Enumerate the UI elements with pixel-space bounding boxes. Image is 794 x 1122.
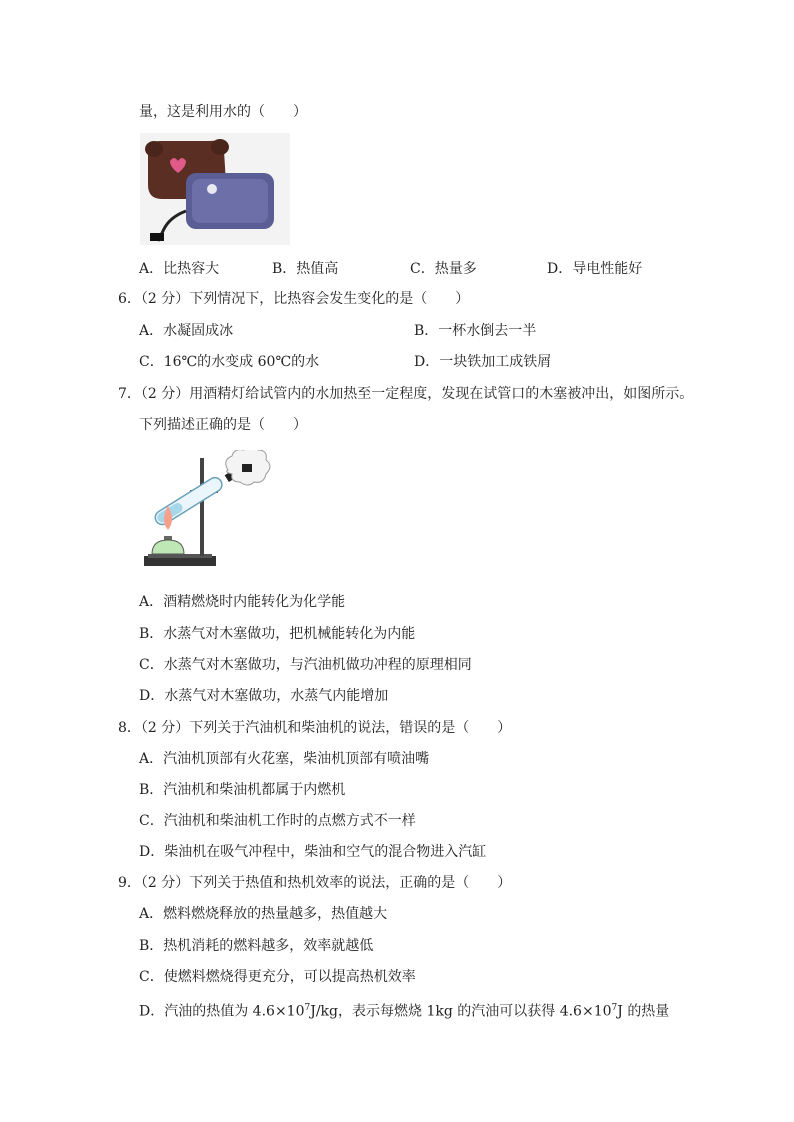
q6-option-c: C．16℃的水变成 60℃的水: [139, 354, 320, 370]
q7-stem: 7．（2 分）用酒精灯给试管内的水加热至一定程度，发现在试管口的木塞被冲出，如图所示。: [118, 386, 694, 402]
hot-water-bag-image: [140, 133, 290, 245]
q9-option-d-part3: J 的热量: [617, 1003, 670, 1020]
q8-option-d: D．柴油机在吸气冲程中，柴油和空气的混合物进入汽缸: [139, 844, 487, 860]
q7-stem-line2: 下列描述正确的是（ ）: [139, 417, 307, 433]
q9-option-a: A．燃料燃烧释放的热量越多，热值越大: [139, 906, 388, 922]
exponent: 7: [611, 1003, 618, 1013]
q5-option-d: D．导电性能好: [547, 261, 643, 277]
q9-option-d-part1: D．汽油的热值为 4.6×10: [139, 1003, 305, 1020]
q7-option-a: A．酒精燃烧时内能转化为化学能: [139, 594, 346, 610]
q7-option-c: C．水蒸气对木塞做功，与汽油机做功冲程的原理相同: [139, 657, 472, 673]
q8-option-a: A．汽油机顶部有火花塞，柴油机顶部有喷油嘴: [139, 751, 430, 767]
test-tube-experiment-image: [140, 450, 275, 572]
q6-option-b: B．一杯水倒去一半: [414, 323, 537, 339]
q8-stem: 8．（2 分）下列关于汽油机和柴油机的说法，错误的是（ ）: [118, 720, 512, 736]
q9-option-c: C．使燃料燃烧得更充分，可以提高热机效率: [139, 969, 416, 985]
exponent: 7: [304, 1003, 311, 1013]
q6-option-d: D．一块铁加工成铁屑: [414, 354, 552, 370]
q9-option-d-part2: J/kg，表示每燃烧 1kg 的汽油可以获得 4.6×10: [310, 1003, 612, 1020]
q9-option-b: B．热机消耗的燃料越多，效率就越低: [139, 938, 374, 954]
q8-option-c: C．汽油机和柴油机工作时的点燃方式不一样: [139, 813, 416, 829]
q7-option-b: B．水蒸气对木塞做功，把机械能转化为内能: [139, 626, 416, 642]
q5-option-c: C．热量多: [410, 261, 477, 277]
q8-option-b: B．汽油机和柴油机都属于内燃机: [139, 782, 346, 798]
q5-option-a: A．比热容大: [139, 261, 220, 277]
q5-stem: 量，这是利用水的（ ）: [139, 104, 307, 120]
q9-option-d: [139, 999, 669, 1021]
q7-option-d: D．水蒸气对木塞做功，水蒸气内能增加: [139, 688, 389, 704]
q6-option-a: A．水凝固成冰: [139, 323, 234, 339]
q9-stem: 9．（2 分）下列关于热值和热机效率的说法，正确的是（ ）: [118, 875, 512, 891]
q5-option-b: B．热值高: [272, 261, 339, 277]
q6-stem: 6．（2 分）下列情况下，比热容会发生变化的是（ ）: [118, 291, 470, 307]
